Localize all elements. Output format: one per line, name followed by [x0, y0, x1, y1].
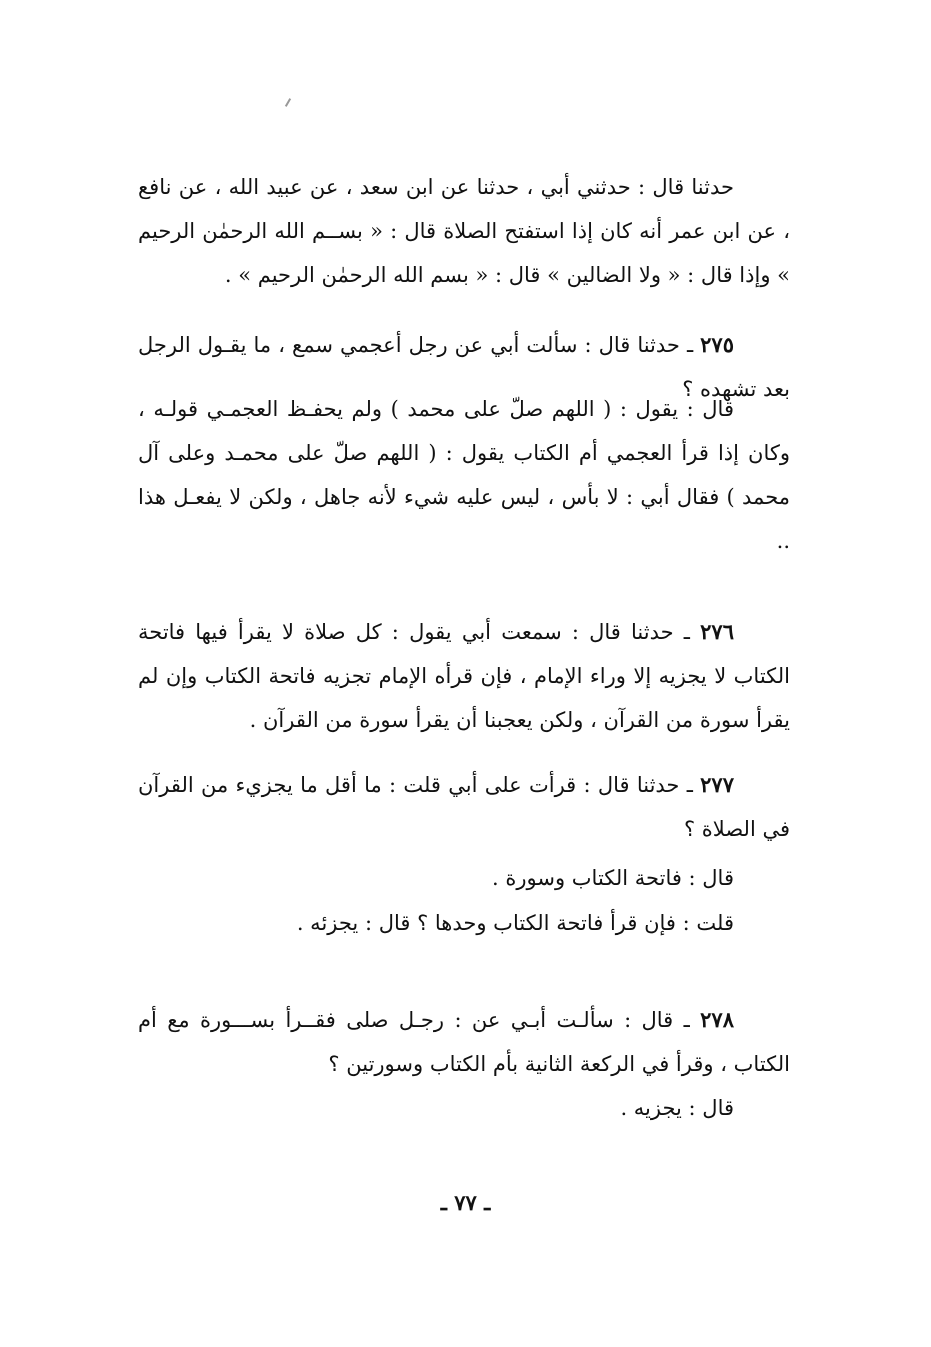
paragraph-hadith-275-answer: قال : يقول : ( اللهم صلّ على محمد ) ولم يحفـظ العجمـي قولـه ، وكان إذا قرأ العجمي أم الكتاب يقول : ( اللهم صلّ على محمـد وعلى آل محمد ) فقال أبي : لا بأس ، ليس عليه شيء لأنه جاهل ، ولكن لا يفعـل هذا .. — [138, 397, 790, 553]
paragraph-hadith-276 — [138, 610, 790, 742]
hadith-278-text: ـ قال : سألـت أبـي عن : رجـل صلى فقــرأ بســـورة مع أم الكتاب ، وقرأ في الركعة الثانية بأم الكتاب وسورتين ؟ — [138, 1008, 790, 1076]
paragraph-hadith-277-followup: قلت : فإن قرأ فاتحة الكتاب وحدها ؟ قال : يجزئه . — [296, 911, 734, 935]
hadith-277-text: ـ حدثنا قال : قرأت على أبي قلت : ما أقل ما يجزيء من القرآن في الصلاة ؟ — [138, 773, 790, 841]
hadith-number-275: ٢٧٥ — [700, 332, 734, 357]
paragraph-hadith-278 — [138, 998, 790, 1086]
paragraph-hadith-277 — [138, 763, 790, 851]
page-number: ـ ٧٧ ـ — [440, 1190, 491, 1215]
paragraph-chain-of-narration: حدثنا قال : حدثني أبي ، حدثنا عن ابن سعد ، عن عبيد الله ، عن نافع ، عن ابن عمر أنه كان إذا استفتح الصلاة قال : « بســم الله الرحمٰن الرحيم » وإذا قال : « ولا الضالين » قال : « بسم الله الرحمٰن الرحيم » . — [138, 175, 790, 287]
hadith-275-text: ـ حدثنا قال : سألت أبي عن رجل أعجمي سمع ، ما يقـول الرجل بعد تشهده ؟ — [138, 333, 790, 401]
paper-speck — [285, 98, 291, 107]
hadith-276-text: ـ حدثنا قال : سمعت أبي يقول : كل صلاة لا يقرأ فيها فاتحة الكتاب لا يجزيه إلا وراء الإمام ، فإن قرأه الإمام تجزيه فاتحة الكتاب وإن لم يقرأ سورة من القرآن ، ولكن يعجبنا أن يقرأ سورة من القرآن . — [138, 620, 790, 732]
paragraph-hadith-278-answer: قال : يجزيه . — [620, 1096, 734, 1120]
hadith-number-278: ٢٧٨ — [700, 1007, 734, 1032]
hadith-number-276: ٢٧٦ — [700, 619, 734, 644]
hadith-number-277: ٢٧٧ — [700, 772, 734, 797]
paragraph-hadith-277-answer: قال : فاتحة الكتاب وسورة . — [492, 866, 734, 890]
